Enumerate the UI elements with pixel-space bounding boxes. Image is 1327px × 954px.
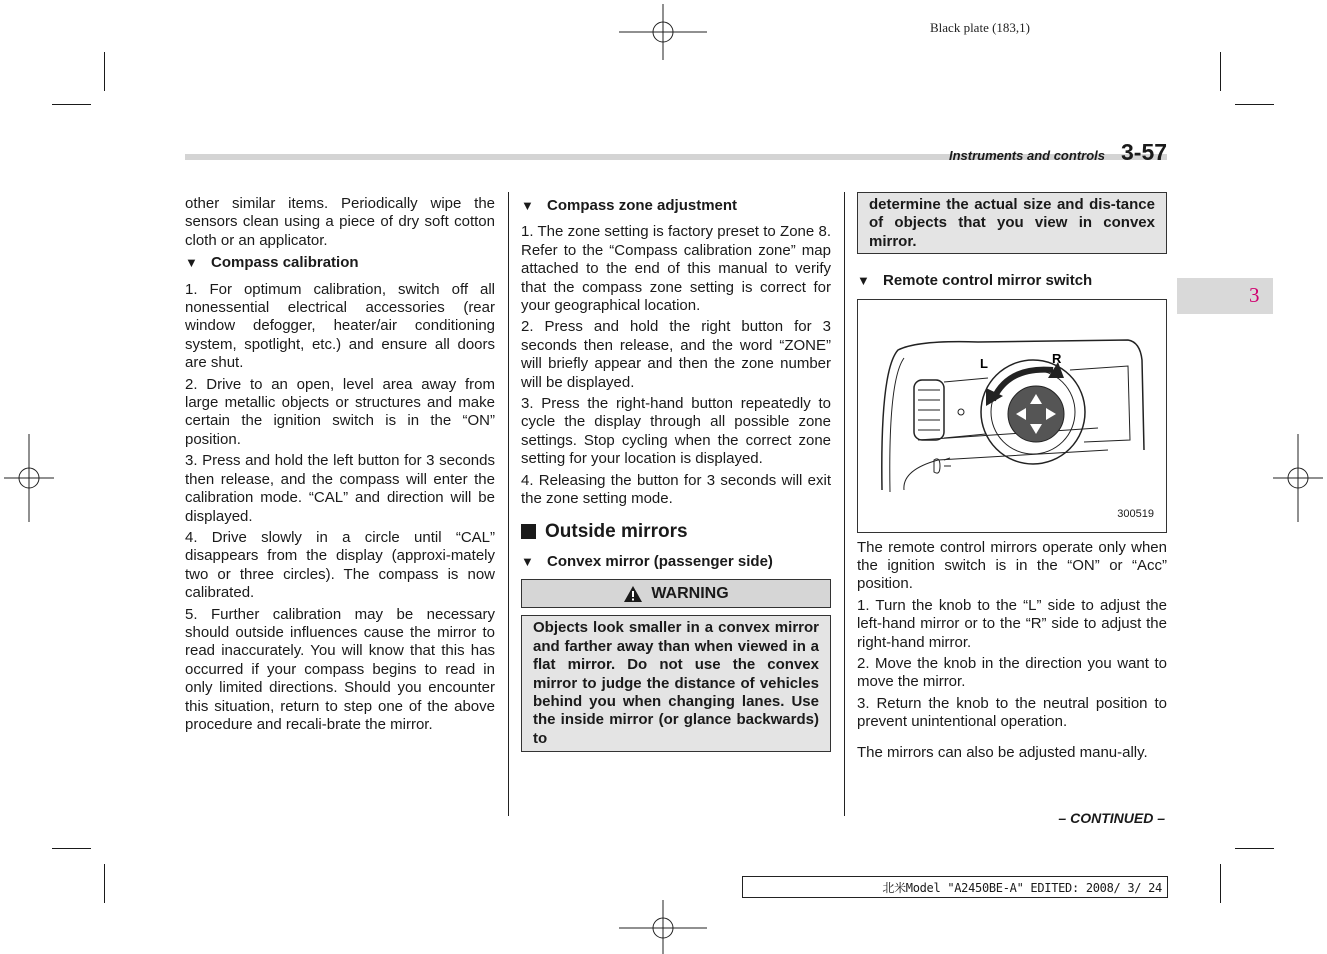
label-right: R <box>1052 350 1062 366</box>
plate-label: Black plate (183,1) <box>930 20 1030 35</box>
step: 2. Press and hold the right button for 3 seconds then release, and the word “ZONE” will briefly appear and then the zone number will be displayed. <box>521 318 831 391</box>
crop-mark <box>1235 848 1274 849</box>
triangle-icon: ▼ <box>521 198 534 213</box>
crop-mark <box>52 848 91 849</box>
column-divider <box>508 192 509 816</box>
warning-continued: determine the actual size and dis-tance of objects that you view in convex mirror. <box>857 192 1167 254</box>
paragraph: The remote control mirrors operate only when the ignition switch is in the “ON” or “Acc” position. <box>857 538 1167 593</box>
step: 3. Return the knob to the neutral position to prevent unintentional operation. <box>857 694 1167 731</box>
subheading: ▼ Convex mirror (passenger side) <box>521 552 773 570</box>
registration-mark-icon <box>619 4 707 60</box>
footer-text: 北米Model "A2450BE-A" EDITED: 2008/ 3/ 24 <box>882 881 1162 895</box>
page-number: 3-57 <box>1121 139 1168 165</box>
crop-mark <box>1220 864 1221 903</box>
paragraph: The mirrors can also be adjusted manu-ally. <box>857 743 1148 761</box>
step: 4. Releasing the button for 3 seconds will exit the zone setting mode. <box>521 471 831 508</box>
step: 2. Drive to an open, level area away from large metallic objects or structures and make certain the ignition switch is in the “ON” position. <box>185 375 495 448</box>
column-3 <box>857 192 1167 765</box>
warning-text: Objects look smaller in a convex mirror and farther away than when viewed in a flat mirror. Do not use the convex mirror to judge the distance of vehicles behind you when changing lanes. Use the inside mirror (or glance backwards) to <box>521 615 831 752</box>
registration-mark-icon <box>4 434 54 522</box>
step: 5. Further calibration may be necessary should outside influences cause the mirror to read inaccurately. You will know that this has occurred if your compass begins to read in only limited directions. Should you encounter this situation, return to step one of the above procedure and recali-brate the mirror. <box>185 605 495 733</box>
chapter-tab <box>1177 278 1273 314</box>
section-title: Instruments and controls <box>948 148 1105 163</box>
column-2 <box>521 197 831 752</box>
warning-header: WARNING <box>521 579 831 608</box>
triangle-icon: ▼ <box>857 273 870 289</box>
step: 3. Press the right-hand button repeatedly to cycle the display through all possible zone settings. Stop cycling when the correct zone setting for your location is displayed. <box>521 395 831 468</box>
section-heading: Outside mirrors <box>521 523 831 541</box>
triangle-icon: ▼ <box>185 255 198 271</box>
square-bullet-icon <box>521 524 536 539</box>
paragraph: other similar items. Periodically wipe the sensors clean using a piece of dry soft cotton cloth or an applicator. <box>185 195 495 249</box>
step: 1. Turn the knob to the “L” side to adjust the left-hand mirror or to the “R” side to adjust the right-hand mirror. <box>857 596 1167 651</box>
figure-number: 300519 <box>1117 508 1154 521</box>
crop-mark <box>104 864 105 903</box>
label-left: L <box>980 355 988 371</box>
triangle-icon: ▼ <box>521 553 534 569</box>
continued-label: – CONTINUED – <box>1058 810 1165 826</box>
crop-mark <box>52 104 91 105</box>
subheading: ▼ Compass zone adjustment <box>521 197 738 214</box>
column-divider <box>844 192 845 816</box>
crop-mark <box>104 52 105 91</box>
step: 1. The zone setting is factory preset to Zone 8. Refer to the “Compass calibration zone” map attached to the end of this manual to verify that the compass zone setting is correct for your geographical location. <box>521 223 831 315</box>
step: 1. For optimum calibration, switch off all nonessential electrical accessories (rear window defogger, heater/air conditioning system, spotlight, etc.) and ensure all doors are shut. <box>185 280 495 372</box>
crop-mark <box>1235 104 1274 105</box>
registration-mark-icon <box>1273 434 1323 522</box>
step: 4. Drive slowly in a circle until “CAL” disappears from the display (approxi-mately two or three circles). The compass is now calibrated. <box>185 528 495 602</box>
subheading: ▼ Remote control mirror switch <box>857 272 1093 290</box>
mirror-switch-figure <box>857 299 1167 533</box>
chapter-number: 3 <box>1249 283 1260 307</box>
mirror-switch-illustration <box>858 300 1166 532</box>
step: 2. Move the knob in the direction you want to move the mirror. <box>857 655 1167 691</box>
step: 3. Press and hold the left button for 3 seconds then release, and the compass will enter the calibration mode. “CAL” and direction will be displayed. <box>185 452 495 525</box>
subheading: ▼ Compass calibration <box>185 254 359 272</box>
column-1 <box>185 195 495 737</box>
warning-icon <box>623 585 643 603</box>
registration-mark-icon <box>619 900 707 954</box>
crop-mark <box>1220 52 1221 91</box>
